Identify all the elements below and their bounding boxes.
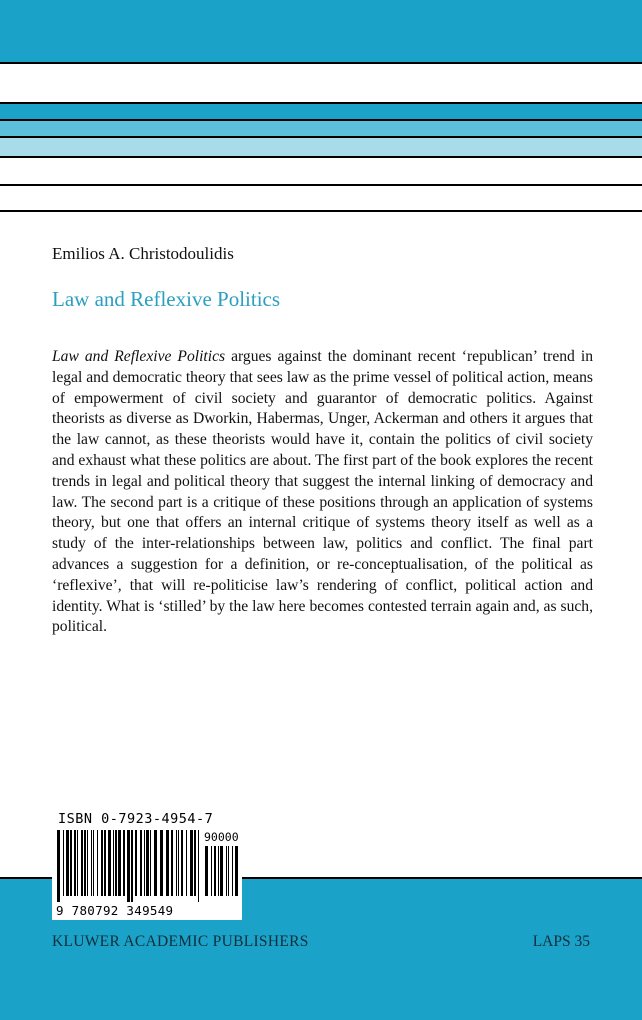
rule-line [0, 184, 642, 186]
ean-number: 9 780792 349549 [56, 903, 174, 918]
top-color-band [0, 0, 642, 62]
stripe-light [0, 138, 642, 156]
stripe-dark [0, 104, 642, 119]
publisher-name: KLUWER ACADEMIC PUBLISHERS [52, 933, 309, 950]
isbn-label: ISBN 0-7923-4954-7 [58, 811, 214, 827]
barcode-addon-code: 90000 [204, 830, 239, 844]
rule-line [0, 156, 642, 158]
stripe-medium [0, 121, 642, 136]
book-blurb [52, 347, 593, 638]
book-title: Law and Reflexive Politics [52, 287, 281, 311]
barcode-addon-bars [204, 846, 240, 902]
barcode [52, 808, 242, 920]
blurb-text: argues against the dominant recent ‘republican’ trend in legal and democratic theory that sees law as the prime vessel of political action, means of empowerment of civil society and guarantor of democratic politics. Against theorists as diverse as Dworkin, Habermas, Unger, Ackerman and others it argues that the law cannot, as these theorists would have it, contain the politics of civil society and exhaust what these politics are about. The first part of the book explores the recent trends in legal and political theory that suggest the internal linking of democracy and law. The second part is a critique of these positions through an application of systems theory, but one that offers an internal critique of systems theory itself as well as a study of the inter-relationships between law, politics and conflict. The final part advances a suggestion for a definition, or re-conceptualisation, of the political as ‘reflexive’, that will re-politicise law’s rendering of conflict, political action and identity. What is ‘stilled’ by the law here becomes contested terrain again and, as such, political. [52, 348, 593, 636]
author-name: Emilios A. Christodoulidis [52, 244, 234, 263]
blurb-title-italic: Law and Reflexive Politics [52, 348, 226, 365]
series-label: LAPS 35 [532, 933, 590, 950]
barcode-bars [56, 830, 201, 902]
rule-line [0, 62, 642, 64]
rule-line [0, 210, 642, 212]
